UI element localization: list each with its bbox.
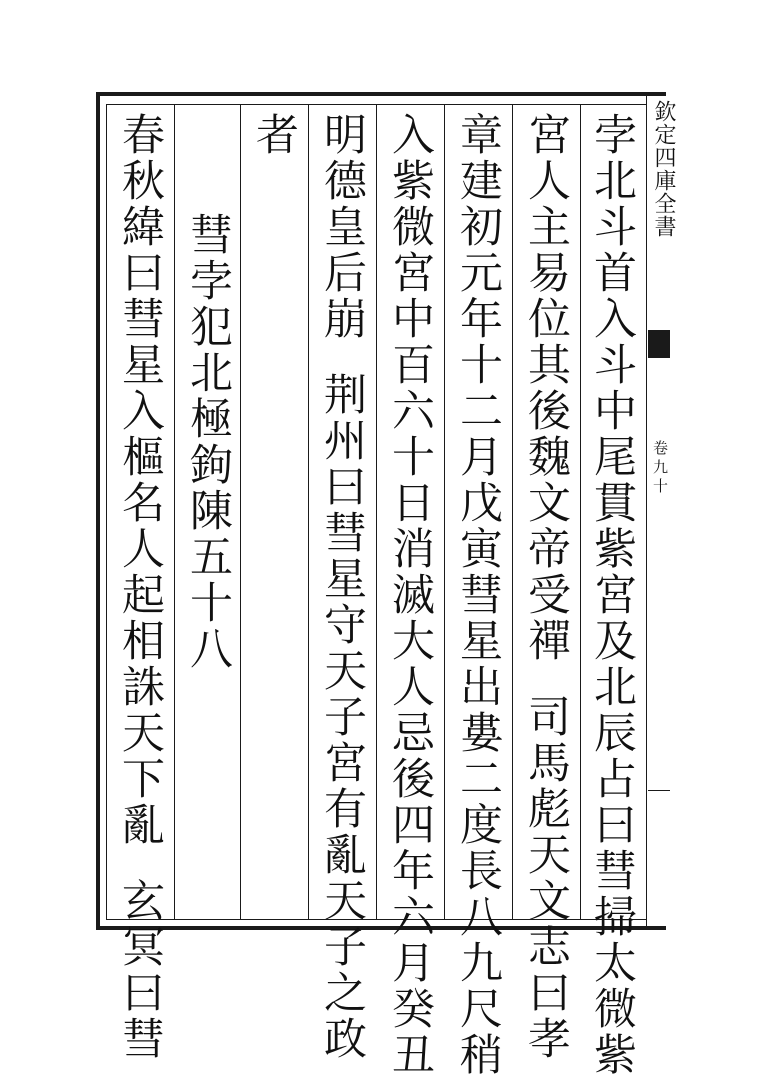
volume-number: 卷九十 [651,440,669,497]
column-divider [580,104,581,920]
column-divider [308,104,309,920]
text-column-2 [521,112,571,1062]
column-divider [444,104,445,920]
column-text: 者 [249,112,299,158]
column-text-main: 春秋緯曰彗星入樞名人起相誅天下亂 [115,112,165,848]
column-divider [512,104,513,920]
column-text-main: 宮人主易位其後魏文帝受禪 [521,112,571,664]
column-text-citation: 荆州曰彗星守天子宮有亂天子之政 [317,372,367,1062]
book-title: 欽定四庫全書 [651,100,676,238]
fish-tail-mark [648,330,670,358]
text-column-4 [385,112,435,1078]
margin-tick [648,790,670,791]
text-column-5 [317,112,367,1062]
column-divider [174,104,175,920]
column-text: 孛北斗首入斗中尾貫紫宮及北辰占曰彗掃太微紫 [587,112,637,1078]
text-column-8 [115,112,165,1062]
column-divider [240,104,241,920]
column-text-citation: 玄冥曰彗 [115,878,165,1062]
heading-text: 彗孛犯北極鉤陳五十八 [183,212,233,672]
text-column-1 [587,112,637,1078]
column-text-main: 明德皇后崩 [317,112,367,342]
column-text-citation: 司馬彪天文志曰孝 [521,694,571,1062]
column-text: 入紫微宮中百六十日消滅大人忌後四年六月癸丑 [385,112,435,1078]
section-heading [183,212,233,672]
column-text: 章建初元年十二月戊寅彗星出婁二度長八九尺稍 [453,112,503,1078]
text-column-6 [249,112,299,158]
column-divider [376,104,377,920]
text-column-3 [453,112,503,1078]
